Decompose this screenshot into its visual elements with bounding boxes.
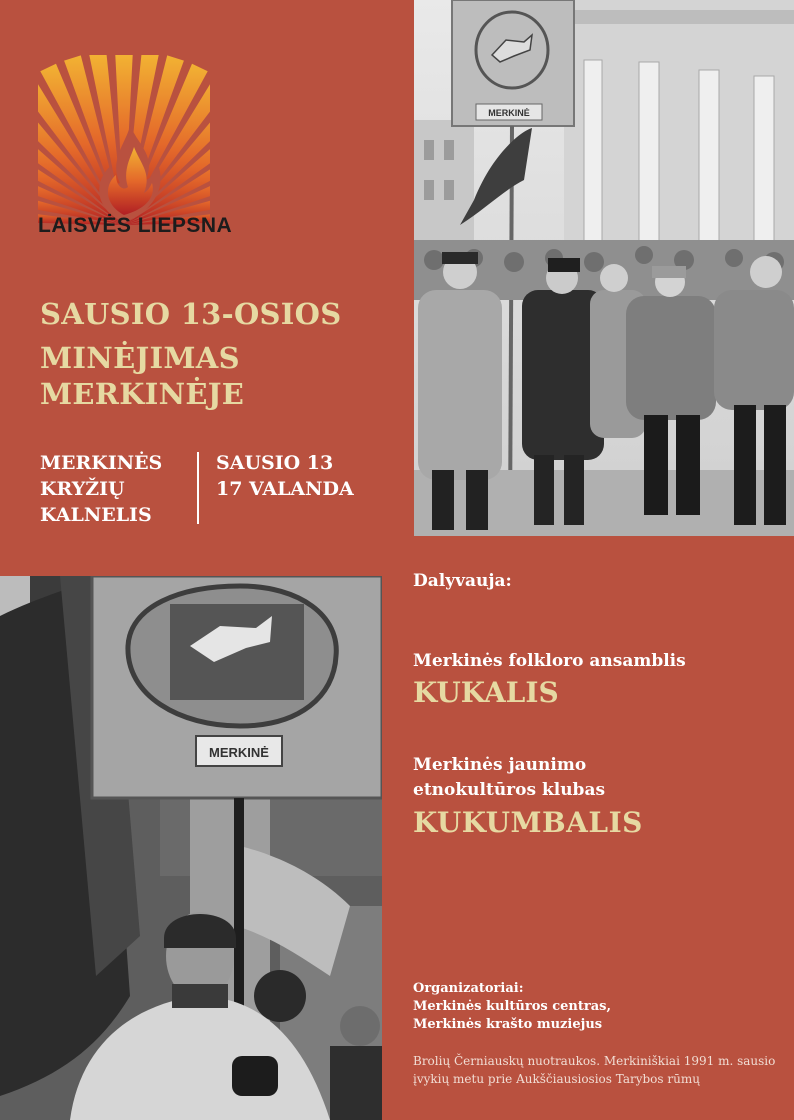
ensemble2-name: KUKUMBALIS bbox=[413, 806, 643, 839]
photo-crowd-rally bbox=[414, 0, 794, 536]
title-line-3: MERKINĖJE bbox=[40, 377, 245, 411]
organizer-1: Merkinės kultūros centras, bbox=[413, 999, 612, 1014]
photo-man-with-sign bbox=[0, 576, 382, 1120]
ensemble2-desc-line-1: Merkinės jaunimo bbox=[413, 755, 587, 775]
title-line-1: SAUSIO 13-OSIOS bbox=[40, 297, 342, 331]
ensemble1-desc: Merkinės folkloro ansamblis bbox=[413, 651, 686, 671]
ensemble2-desc-line-2: etnokultūros klubas bbox=[413, 780, 606, 800]
participants-label: Dalyvauja: bbox=[413, 571, 512, 591]
logo-text: LAISVĖS LIEPSNA bbox=[38, 214, 233, 237]
photo-credit-line-1: Brolių Černiauskų nuotraukos. Merkiniškiai 1991 m. sausio bbox=[413, 1054, 776, 1068]
place-line-2: KRYŽIŲ bbox=[40, 478, 125, 500]
flame-sunburst-icon bbox=[38, 40, 210, 240]
event-date: SAUSIO 13 bbox=[216, 452, 334, 474]
organizer-2: Merkinės krašto muziejus bbox=[413, 1017, 603, 1032]
info-divider bbox=[197, 452, 199, 524]
place-line-1: MERKINĖS bbox=[40, 452, 163, 474]
photo-top-sign-text: MERKINĖ bbox=[488, 108, 530, 118]
event-time: 17 VALANDA bbox=[216, 478, 354, 500]
photo-credit-line-2: įvykių metu prie Aukščiausiosios Tarybos rūmų bbox=[413, 1072, 700, 1086]
ensemble1-name: KUKALIS bbox=[413, 676, 559, 709]
event-datetime bbox=[216, 450, 354, 502]
place-line-3: KALNELIS bbox=[40, 504, 152, 526]
photo-bottom-sign-text: MERKINĖ bbox=[209, 745, 269, 760]
event-place bbox=[40, 450, 162, 528]
organizers-label: Organizatoriai: bbox=[413, 981, 524, 996]
title-line-2: MINĖJIMAS bbox=[40, 341, 240, 375]
